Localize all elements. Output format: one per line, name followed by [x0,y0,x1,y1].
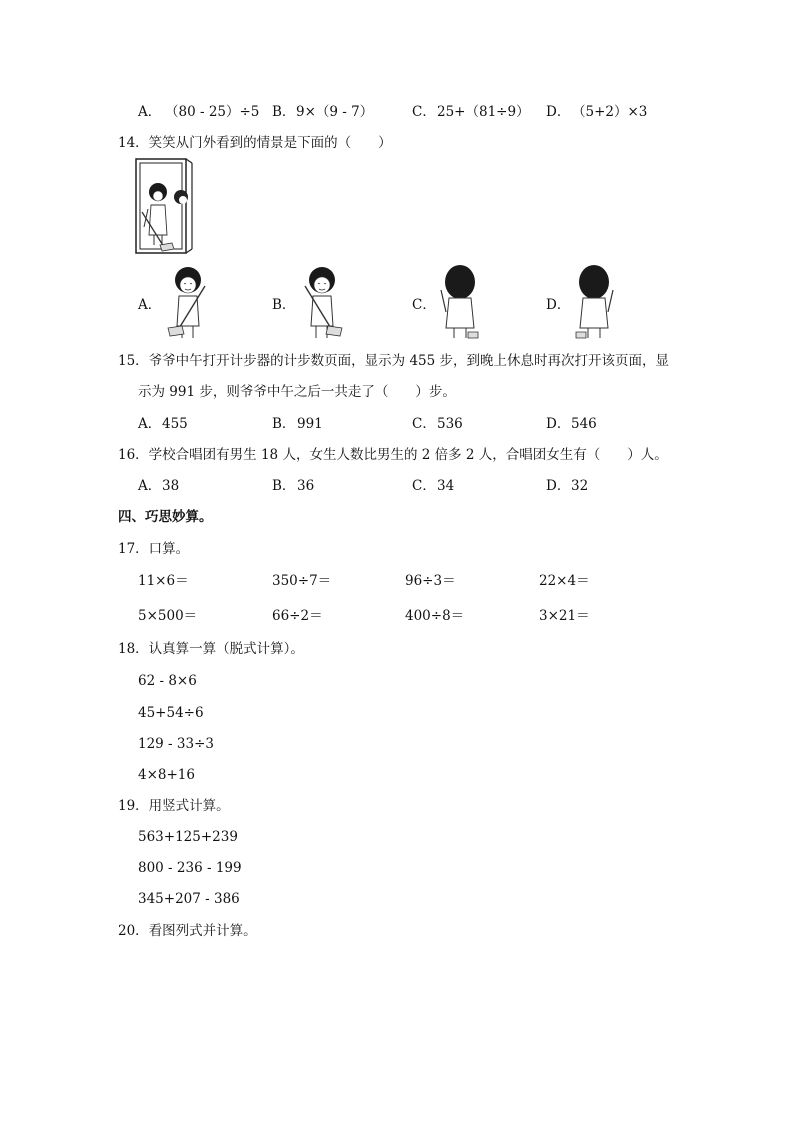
door-scene-illustration [134,157,196,257]
q13-option-a-letter: A． [138,104,162,120]
q13-option-b-letter: B． [272,104,296,120]
q13-option-b-text: 9×（9 - 7） [296,104,374,120]
q16-option-a-letter: A． [138,478,162,494]
q13-option-d-text: （5+2）×3 [572,104,648,120]
section-four-title: 四、巧思妙算。 [118,509,213,525]
q18-item: 45+54÷6 [138,705,204,721]
q17-item: 22×4＝ [539,573,590,589]
q16-option-b-text: 36 [297,478,315,494]
q15-stem-line2: 示为 991 步，则爷爷中午之后一共走了（ ）步。 [138,384,456,400]
q15-option-d-text: 546 [571,416,597,432]
girl-front-sweeping-icon [160,264,216,342]
q15-option-c-text: 536 [437,416,463,432]
q14-option-a-letter: A． [138,297,162,313]
q15-option-a-letter: A． [138,416,162,432]
q16-option-d-text: 32 [571,478,589,494]
q17-item: 400÷8＝ [405,608,465,624]
q13-option-c-text: 25+（81÷9） [437,104,530,120]
q13-option-d-letter: D． [546,104,571,120]
q18-item: 129 - 33÷3 [138,736,214,752]
q19-stem: 19．用竖式计算。 [118,798,230,814]
q20-stem: 20．看图列式并计算。 [118,923,257,939]
q13-option-a-text: （80 - 25）÷5 [165,104,260,120]
q17-item: 11×6＝ [138,573,189,589]
q16-option-c-letter: C． [412,478,436,494]
q18-item: 4×8+16 [138,767,195,783]
q14-option-c-letter: C． [412,297,436,313]
q17-stem: 17．口算。 [118,541,190,557]
q19-item: 563+125+239 [138,829,238,845]
q14-option-b-letter: B． [272,297,296,313]
q16-stem: 16．学校合唱团有男生 18 人，女生人数比男生的 2 倍多 2 人，合唱团女生有（ ）人。 [118,447,668,463]
q18-stem: 18．认真算一算（脱式计算）。 [118,641,304,657]
girl-back-view-icon [434,262,486,342]
q17-item: 5×500＝ [138,608,198,624]
q19-item: 800 - 236 - 199 [138,860,242,876]
q16-option-a-text: 38 [162,478,180,494]
q15-option-b-letter: B． [272,416,296,432]
girl-front-sweeping-mirrored-icon [294,264,350,342]
q15-option-c-letter: C． [412,416,436,432]
q17-item: 350÷7＝ [272,573,332,589]
q17-item: 96÷3＝ [405,573,456,589]
q16-option-c-text: 34 [437,478,455,494]
q14-option-d-letter: D． [546,297,571,313]
q16-option-d-letter: D． [546,478,571,494]
q16-option-b-letter: B． [272,478,296,494]
q15-option-a-text: 455 [162,416,188,432]
q14-stem: 14．笑笑从门外看到的情景是下面的（ ） [118,135,392,151]
girl-back-view-mirrored-icon [568,262,620,342]
q17-item: 66÷2＝ [272,608,323,624]
q17-item: 3×21＝ [539,608,590,624]
q19-item: 345+207 - 386 [138,891,240,907]
q15-option-b-text: 991 [297,416,323,432]
q15-stem-line1: 15．爷爷中午打开计步器的计步数页面，显示为 455 步，到晚上休息时再次打开该页面，显 [118,353,670,369]
q18-item: 62 - 8×6 [138,673,197,689]
q15-option-d-letter: D． [546,416,571,432]
q13-option-c-letter: C． [412,104,436,120]
